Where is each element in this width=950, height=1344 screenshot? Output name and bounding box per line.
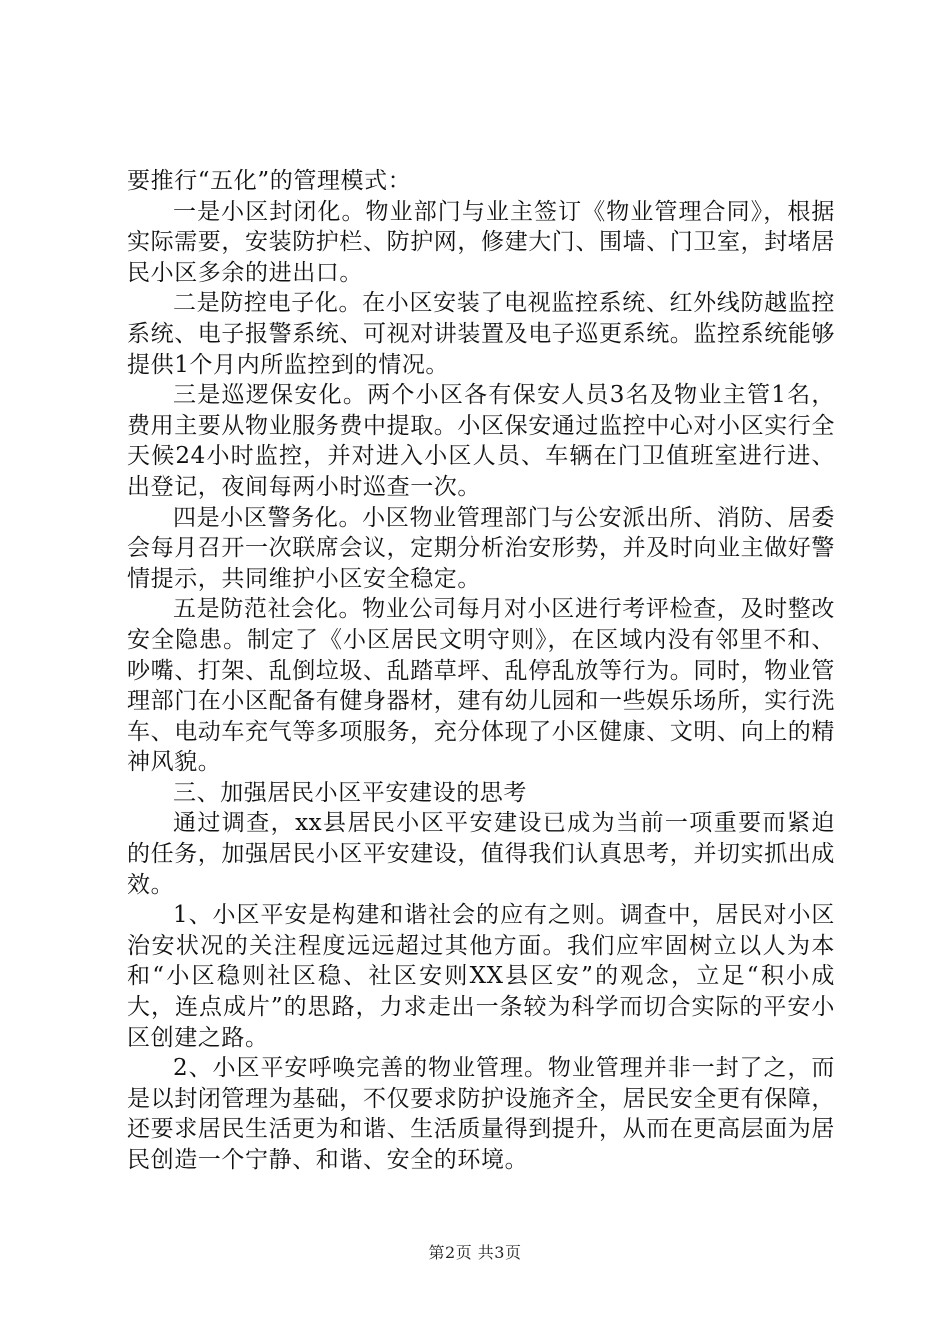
paragraph-point-2: 2、小区平安呼唤完善的物业管理。物业管理并非一封了之，而是以封闭管理为基础，不仅要求防护设施齐全，居民安全更有保障，还要求居民生活更为和谐、生活质量得到提升，从而在更高层面为居民创造一个宁静、和谐、安全的环境。: [127, 1055, 835, 1173]
paragraph-socialization: 五是防范社会化。物业公司每月对小区进行考评检查，及时整改安全隐患。制定了《小区居民文明守则》，在区域内没有邻里不和、吵嘴、打架、乱倒垃圾、乱踏草坪、乱停乱放等行为。同时，物业管理部门在小区配备有健身器材，建有幼儿园和一些娱乐场所，实行洗车、电动车充气等多项服务，充分体现了小区健康、文明、向上的精神风貌。: [127, 596, 835, 776]
paragraph-survey: 通过调查，xx县居民小区平安建设已成为当前一项重要而紧迫的任务，加强居民小区平安建设，值得我们认真思考，并切实抓出成效。: [127, 810, 835, 898]
paragraph-enclosure: 一是小区封闭化。物业部门与业主签订《物业管理合同》，根据实际需要，安装防护栏、防护网，修建大门、围墙、门卫室，封堵居民小区多余的进出口。: [127, 198, 835, 286]
paragraph-point-1: 1、小区平安是构建和谐社会的应有之则。调查中，居民对小区治安状况的关注程度远远超过其他方面。我们应牢固树立以人为本和“小区稳则社区稳、社区安则XX县区安”的观念，立足“积小成大，连点成片”的思路，力求走出一条较为科学而切合实际的平安小区创建之路。: [127, 902, 835, 1051]
paragraph-security-patrol: 三是巡逻保安化。两个小区各有保安人员3名及物业主管1名，费用主要从物业服务费中提取。小区保安通过监控中心对小区实行全天候24小时监控，并对进入小区人员、车辆在门卫值班室进行进、出登记，夜间每两小时巡查一次。: [127, 382, 835, 500]
paragraph-policing: 四是小区警务化。小区物业管理部门与公安派出所、消防、居委会每月召开一次联席会议，定期分析治安形势，并及时向业主做好警情提示，共同维护小区安全稳定。: [127, 504, 835, 592]
section-heading: 三、加强居民小区平安建设的思考: [173, 779, 527, 806]
page-footer: 第2页 共3页: [428, 1243, 522, 1262]
document-body: [127, 166, 835, 1176]
paragraph-intro: 要推行“五化”的管理模式：: [127, 168, 412, 194]
paragraph-electronic-monitoring: 二是防控电子化。在小区安装了电视监控系统、红外线防越监控系统、电子报警系统、可视对讲装置及电子巡更系统。监控系统能够提供1个月内所监控到的情况。: [127, 290, 835, 378]
